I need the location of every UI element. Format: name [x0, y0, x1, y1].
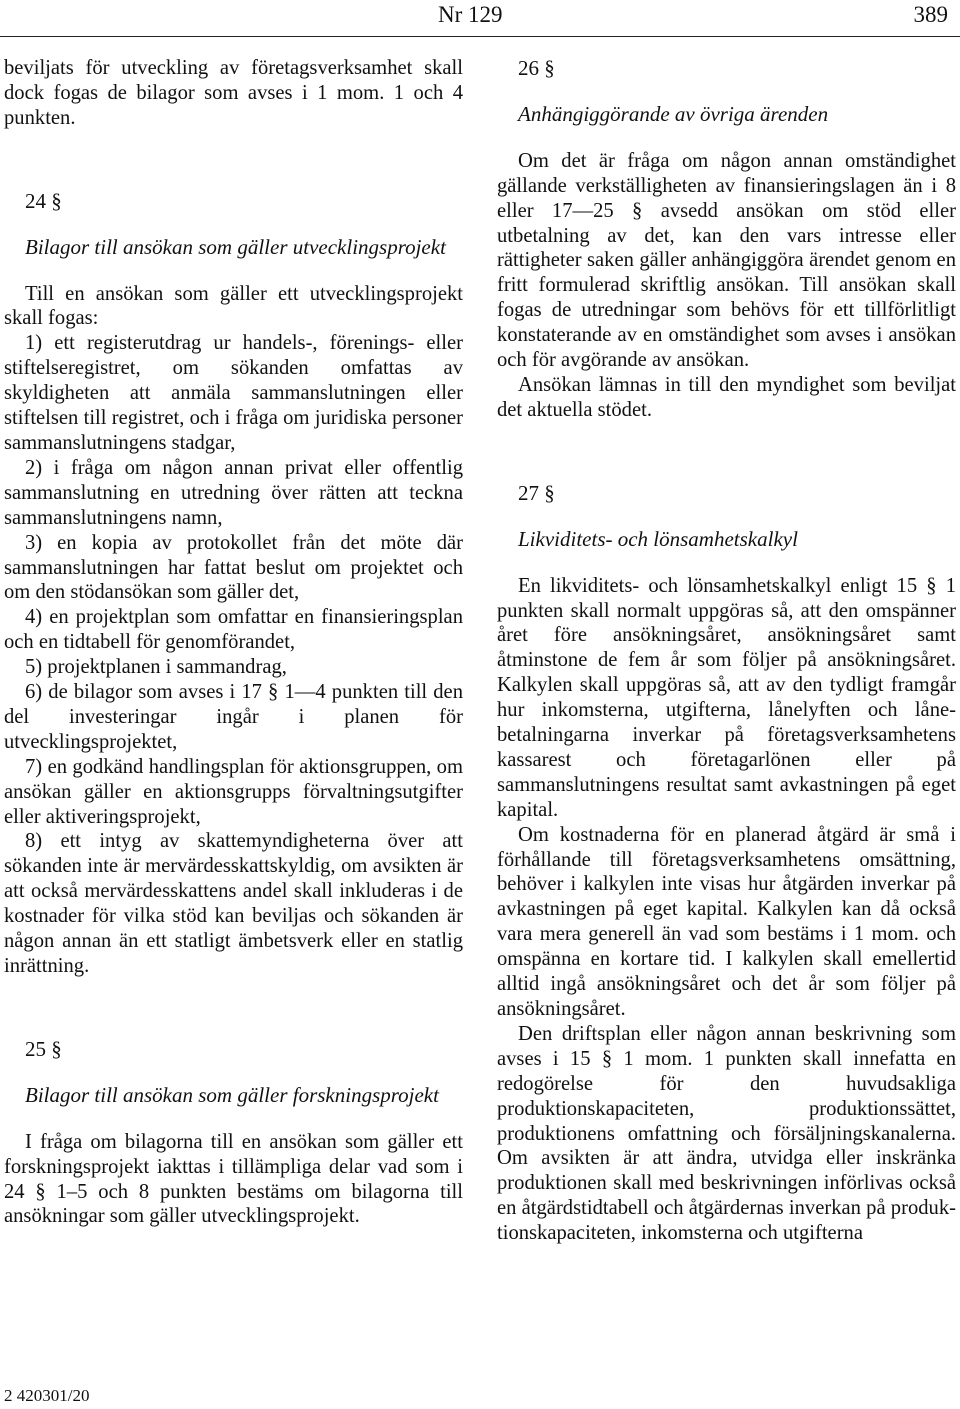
page-number: 389 [913, 2, 948, 27]
section-24-paragraph: Till en ansökan som gäller ett utvecklingsprojekt skall fogas: [4, 282, 463, 330]
section-24-item-6: 6) de bilagor som avses i 17 § 1—4 punkten till den del investeringar ingår i planen för utvecklingsprojektet, [4, 681, 463, 753]
section-26-title: Anhängiggörande av övriga ärenden [518, 101, 829, 126]
section-24-item-5: 5) projektplanen i sammandrag, [25, 656, 287, 679]
right-column [497, 56, 956, 1246]
left-column [4, 56, 463, 1229]
section-25-paragraph: I fråga om bilagorna till en ansökan som gäller ett forskningsprojekt iakttas i tillämpliga delar vad som i 24 § 1–5 och 8 punkten bestäms om bilagorna till ansökningar som gäller utvecklingsprojekt. [4, 1130, 463, 1228]
section-24-item-8: 8) ett intyg av skattemyndigheterna över att sökanden inte är mervärdesskattskyldig, om avsikten är att också mervärdesskattens andel skall inkluderas i de kostnader för vilka stöd kan beviljas och sökanden är någon annan än ett statligt ämbetsverk eller en statlig inrättning. [4, 830, 463, 977]
section-25-number: 25 § [25, 1036, 62, 1061]
section-26-paragraph-1: Om det är fråga om någon annan omständighet gällande verkställigheten av finansieringslagen än i 8 eller 17—25 § avsedd ansökan om stöd eller utbetalning av det, kan den vars intresse eller rättigheter saken gäller anhängiggöra ärendet genom en fritt formulerad skriftlig ansökan. Till ansökan skall fogas de utredningar som behövs för ett tillförlitligt konstaterande av en omständighet som avses i ansökan och för avgörande av ansökan. [497, 149, 956, 372]
section-24-number: 24 § [25, 188, 62, 213]
section-27-paragraph-2: Om kostnaderna för en planerad åtgärd är små i förhållande till företagsverksamhetens omsättning, behöver i kalkylen inte visas hur åtgärden inverkar på avkastningen på eget kapital. Kalkylen kan då också vara mera generell än vad som bestäms i 1 mom. och omspänna en kortare tid. I kalkylen skall emellertid alltid ingå ansökningsåret och det år som följer på ansökningsåret. [497, 823, 956, 1020]
section-24-item-1: 1) ett registerutdrag ur handels-, förenings- eller stiftelseregistret, om sökanden omfattas av skyldigheten att anmäla sammanslutningen eller stiftelsen till registret, och i fråga om juridiska personer sammanslutningens stadgar, [4, 332, 463, 454]
section-24-item-4: 4) en projektplan som omfattar en finansieringsplan och en tidtabell för genomförandet, [4, 606, 463, 654]
section-27-number: 27 § [518, 480, 555, 505]
section-27-paragraph-3: Den driftsplan eller någon annan beskrivning som avses i 15 § 1 mom. 1 punkten skall innefatta en redogörelse för den huvudsakliga produktionskapaciteten, produktionssättet, produktionens omfattning och försäljningskanalerna. Om avsikten är att ändra, utvidga eller inskränka produktionen skall med beskrivningen införlivas också en åtgärdstidtabell och åtgärdernas inverkan på produktionskapaciteten, inkomsterna och utgifterna [497, 1022, 956, 1245]
footer-code: 2 420301/20 [4, 1386, 90, 1405]
section-24-item-7: 7) en godkänd handlingsplan för aktionsgruppen, om ansökan gäller en aktionsgrupps förvaltningsutgifter eller aktiveringsprojekt, [4, 755, 463, 828]
page-header [0, 0, 960, 30]
section-26-paragraph-2: Ansökan lämnas in till den myndighet som beviljat det aktuella stödet. [497, 373, 956, 421]
section-27-paragraph-1: En likviditets- och lönsamhetskalkyl enligt 15 § 1 punkten skall normalt uppgöras så, att den omspänner året före ansökningsåret, ansökningsåret samt åtminstone de fem år som följer på ansökningsåret. Kalkylen skall uppgöras så, att av den tydligt framgår hur inkomsterna, utgifterna, lånelyften och lånebetalningarna inverkar på företagsverksamhetens kassarest och företagarlönen eller på sammanslutningens resultat samt avkastningen på eget kapital. [497, 574, 956, 821]
section-24-item-3: 3) en kopia av protokollet från det möte där sammanslutningen har fattat beslut om projektet och om den stödansökan som gäller det, [4, 531, 463, 604]
section-24-item-2: 2) i fråga om någon annan privat eller offentlig sammanslutning en utredning över rätten att teckna sammanslutningens namn, [4, 456, 463, 529]
section-26-number: 26 § [518, 56, 555, 80]
paragraph-continued: beviljats för utveckling av företagsverksamhet skall dock fogas de bilagor som avses i 1 mom. 1 och 4 punkten. [4, 57, 463, 129]
header-rule [0, 36, 960, 37]
section-27-title: Likviditets- och lönsamhetskalkyl [518, 526, 798, 551]
section-24-title: Bilagor till ansökan som gäller utvecklingsprojekt [25, 234, 446, 259]
issue-number: Nr 129 [438, 2, 503, 27]
section-25-title: Bilagor till ansökan som gäller forskningsprojekt [25, 1082, 439, 1107]
